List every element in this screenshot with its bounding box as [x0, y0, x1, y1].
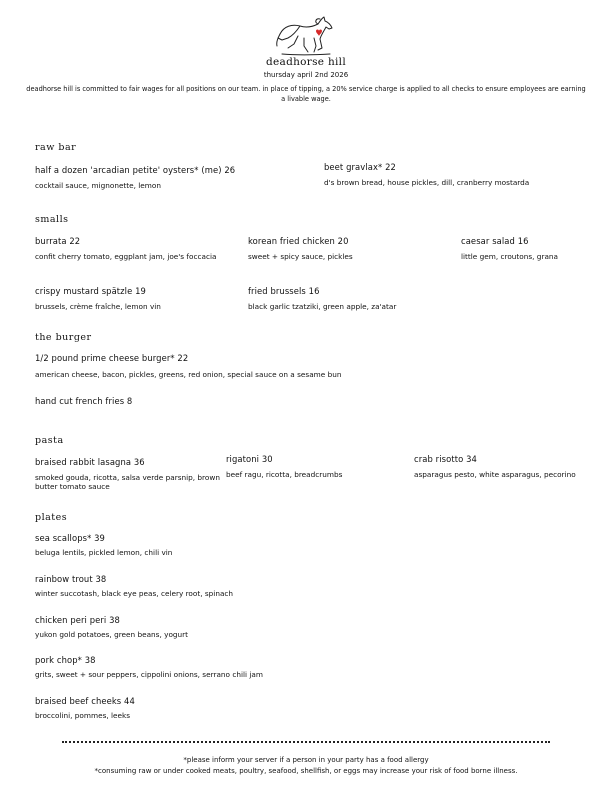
- raw-food-warning: *consuming raw or under cooked meats, poultry, seafood, shellfish, or eggs may increase your risk of food borne illness.: [94, 767, 518, 775]
- menu-item-description: grits, sweet + sour peppers, cippolini onions, serrano chili jam: [35, 670, 263, 679]
- menu-item-name: burrata 22: [35, 236, 81, 246]
- horse-logo-icon: [274, 14, 340, 58]
- menu-item-name: sea scallops* 39: [35, 533, 105, 543]
- allergy-note: *please inform your server if a person in your party has a food allergy: [183, 756, 429, 764]
- section-title-pasta: pasta: [35, 435, 64, 446]
- section-title-raw-bar: raw bar: [35, 142, 77, 153]
- section-title-burger: the burger: [35, 332, 92, 343]
- menu-item-name: caesar salad 16: [461, 236, 529, 246]
- menu-item-description: american cheese, bacon, pickles, greens, red onion, special sauce on a sesame bun: [35, 370, 342, 379]
- menu-item-description: cocktail sauce, mignonette, lemon: [35, 181, 161, 190]
- menu-item-name: rigatoni 30: [226, 454, 273, 464]
- menu-item-name: chicken peri peri 38: [35, 615, 120, 625]
- menu-item-name: braised rabbit lasagna 36: [35, 457, 145, 467]
- menu-item-name: korean fried chicken 20: [248, 236, 349, 246]
- section-title-smalls: smalls: [35, 214, 69, 225]
- menu-item-description: confit cherry tomato, eggplant jam, joe's foccacia: [35, 252, 217, 261]
- menu-item-description: sweet + spicy sauce, pickles: [248, 252, 353, 261]
- menu-item-description: black garlic tzatziki, green apple, za'atar: [248, 302, 397, 311]
- section-title-plates: plates: [35, 512, 68, 523]
- menu-item-name: 1/2 pound prime cheese burger* 22: [35, 353, 189, 363]
- menu-item-description: d's brown bread, house pickles, dill, cranberry mostarda: [324, 178, 530, 187]
- service-charge-policy: deadhorse hill is committed to fair wages for all positions on our team. in place of tipping, a 20% service charge is applied to all checks to ensure employees are earning a livable wage.: [26, 85, 586, 103]
- menu-item-name: crab risotto 34: [414, 454, 477, 464]
- menu-item-description: yukon gold potatoes, green beans, yogurt: [35, 630, 189, 639]
- menu-item-name: fried brussels 16: [248, 286, 320, 296]
- menu-item-description: little gem, croutons, grana: [461, 252, 559, 261]
- menu-item-name: braised beef cheeks 44: [35, 696, 135, 706]
- menu-item-name: crispy mustard spätzle 19: [35, 286, 146, 296]
- menu-item-description: winter succotash, black eye peas, celery root, spinach: [35, 589, 234, 598]
- menu-item-name: hand cut french fries 8: [35, 396, 133, 406]
- menu-item-description: beluga lentils, pickled lemon, chili vin: [35, 548, 173, 557]
- restaurant-name: deadhorse hill: [266, 56, 346, 68]
- menu-item-name: half a dozen 'arcadian petite' oysters* (me) 26: [35, 165, 236, 175]
- menu-item-name: pork chop* 38: [35, 655, 96, 665]
- menu-item-description: beef ragu, ricotta, breadcrumbs: [226, 470, 343, 479]
- menu-item-description: broccolini, pommes, leeks: [35, 711, 131, 720]
- menu-item-description: asparagus pesto, white asparagus, pecorino: [414, 470, 576, 479]
- menu-item-description: smoked gouda, ricotta, salsa verde parsnip, brown butter tomato sauce: [35, 473, 220, 491]
- menu-date: thursday april 2nd 2026: [263, 71, 349, 79]
- menu-item-description: brussels, crème fraîche, lemon vin: [35, 302, 161, 311]
- menu-item-name: beet gravlax* 22: [324, 162, 396, 172]
- dotted-divider: [62, 741, 550, 743]
- menu-item-name: rainbow trout 38: [35, 574, 107, 584]
